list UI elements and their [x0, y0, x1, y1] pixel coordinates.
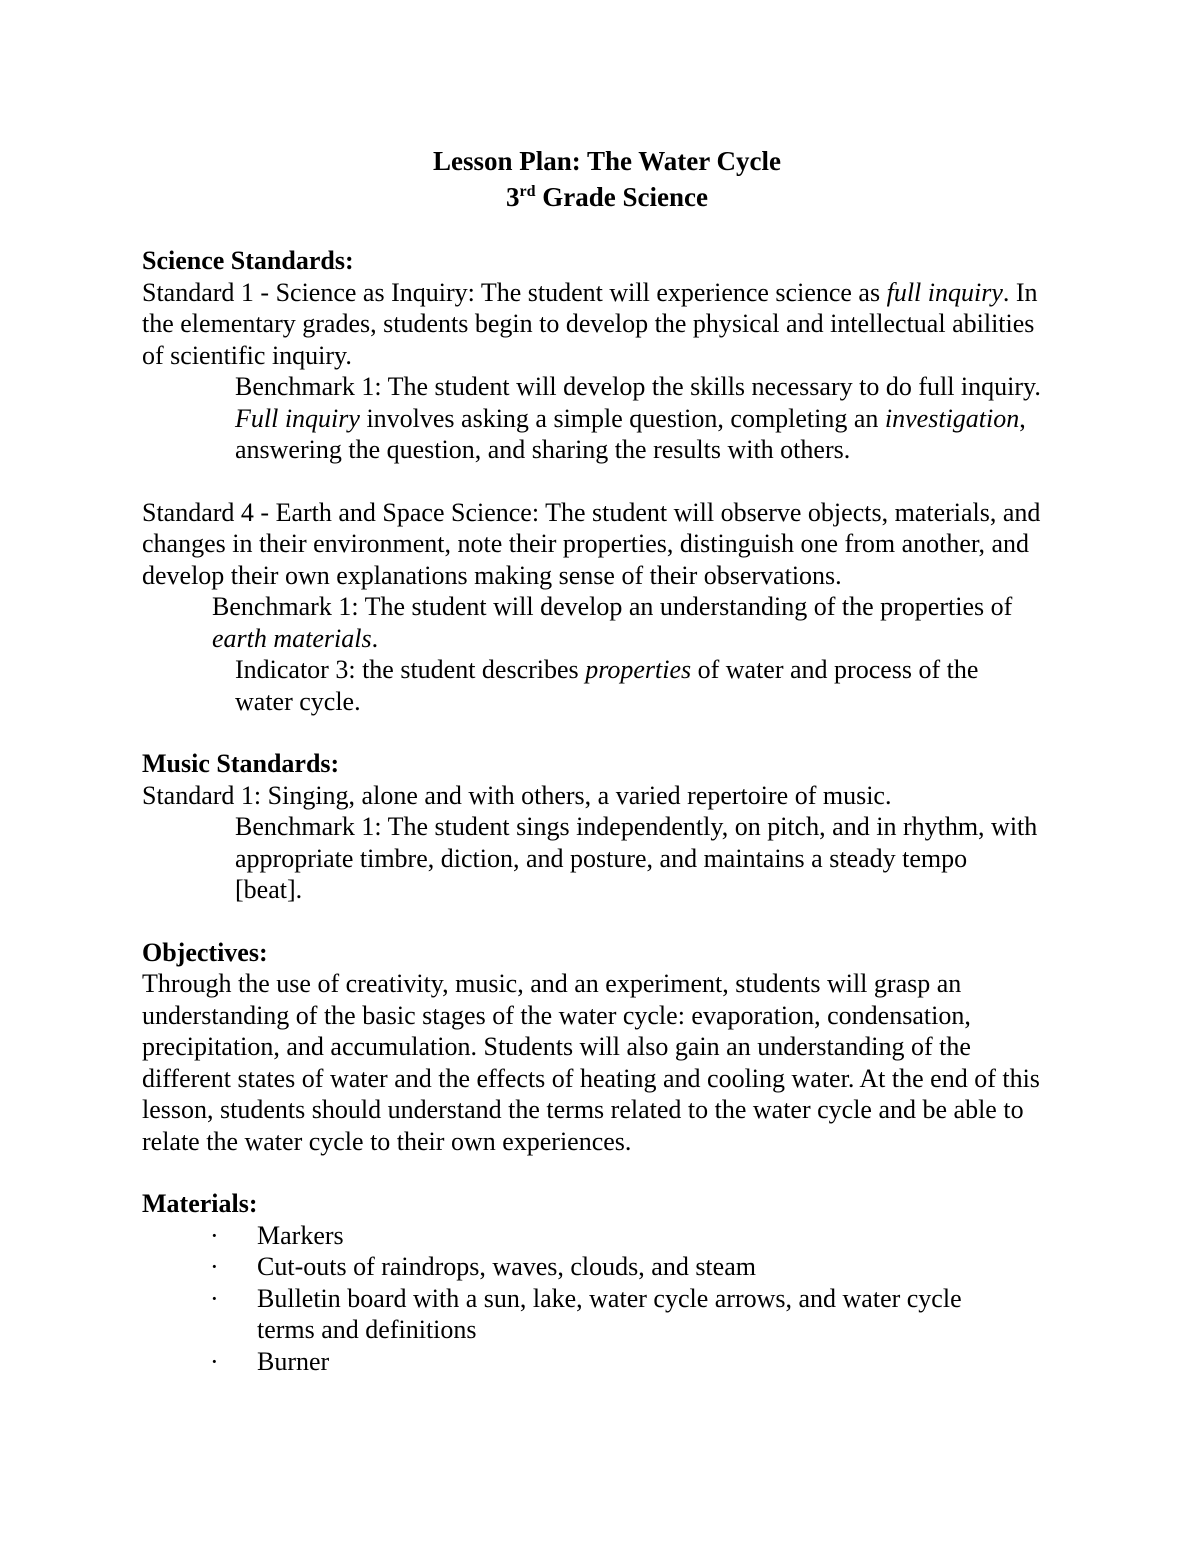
science-standard-1-text: Standard 1 - Science as Inquiry: The student will experience science as: [142, 277, 887, 307]
materials-item: Markers: [257, 1220, 344, 1250]
science-benchmark-1-emphasis-2: investigation: [884, 403, 1020, 433]
objectives-section: [142, 937, 1072, 1158]
list-item: [210, 1346, 1072, 1378]
grade-number: 3: [506, 182, 520, 212]
science-benchmark-1: [235, 371, 1045, 466]
science-indicator-3: [235, 654, 1035, 717]
bullet-icon: ·: [210, 1252, 219, 1281]
science-standard-4: Standard 4 - Earth and Space Science: The student will observe objects, materials, and changes in their environment, note their properties, distinguish one from another, and develop their own explanations making sense of their observations.: [142, 497, 1041, 590]
materials-section: [142, 1188, 1072, 1377]
materials-list: [210, 1220, 1072, 1378]
objectives-text: Through the use of creativity, music, and an experiment, students will grasp an understanding of the basic stages of the water cycle: evaporation, condensation, precipitation, and accumulation. Students will also gain an understanding of the different states of water and the effects of heating and cooling water. At the end of this lesson, students should understand the terms related to the water cycle and be able to relate the water cycle to their own experiences.: [142, 969, 1040, 1156]
materials-heading: Materials:: [142, 1189, 258, 1218]
science-benchmark-4-emphasis: earth materials: [212, 623, 372, 653]
music-standards-heading: Music Standards:: [142, 749, 340, 778]
science-benchmark-4-text: Benchmark 1: The student will develop an understanding of the properties of: [212, 592, 1013, 621]
science-indicator-3-text-end: of water and process of the water cycle.: [235, 655, 979, 716]
science-benchmark-4-1: [212, 591, 1062, 654]
title-line-1: Lesson Plan: The Water Cycle: [432, 146, 781, 176]
document-page: [142, 143, 1072, 1377]
materials-item: Burner: [257, 1346, 330, 1376]
science-benchmark-4-text-end: .: [371, 623, 379, 653]
science-benchmark-1-text-mid: involves asking a simple question, completing an: [359, 403, 885, 433]
science-standard-1-emphasis: full inquiry: [886, 277, 1003, 307]
list-item: [210, 1220, 1072, 1252]
materials-item: Cut-outs of raindrops, waves, clouds, and steam: [257, 1252, 756, 1281]
document-subtitle: [142, 179, 1072, 215]
science-indicator-3-emphasis: properties: [585, 655, 692, 684]
grade-subject: Grade Science: [535, 182, 708, 212]
list-item: [210, 1251, 1072, 1283]
objectives-heading: Objectives:: [142, 937, 268, 967]
bullet-icon: ·: [210, 1283, 219, 1313]
bullet-icon: ·: [210, 1346, 219, 1376]
science-standard-1-text-end: . In the elementary grades, students begin to develop the physical and intellectual abilities of scientific inquiry.: [142, 277, 1038, 370]
grade-ordinal-suffix: rd: [519, 183, 536, 200]
science-standards-heading: Science Standards:: [142, 246, 354, 275]
science-benchmark-1-text-end: , answering the question, and sharing the results with others.: [235, 403, 1026, 464]
music-benchmark-1: Benchmark 1: The student sings independently, on pitch, and in rhythm, with appropriate timbre, diction, and posture, and maintains a steady tempo [beat].: [235, 812, 1038, 904]
list-item: [210, 1283, 1072, 1346]
science-benchmark-1-emphasis-1: Full inquiry: [235, 403, 360, 433]
science-benchmark-1-text: Benchmark 1: The student will develop the skills necessary to do full inquiry.: [235, 372, 1041, 401]
materials-item: Bulletin board with a sun, lake, water cycle arrows, and water cycle terms and definitions: [257, 1283, 962, 1344]
music-standards-section: [142, 748, 1072, 906]
music-standard-1: Standard 1: Singing, alone and with others, a varied repertoire of music.: [142, 780, 892, 810]
bullet-icon: ·: [210, 1220, 219, 1250]
science-standard-1: [142, 277, 1042, 372]
science-indicator-3-text: Indicator 3: the student describes: [235, 655, 586, 684]
document-title: [142, 143, 1072, 179]
science-standards-section: [142, 245, 1072, 717]
